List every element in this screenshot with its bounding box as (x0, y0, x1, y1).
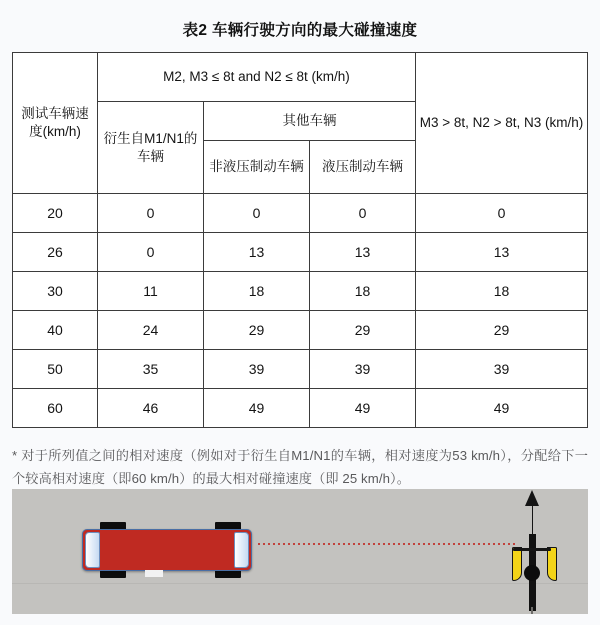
table-container (0, 52, 600, 428)
collision-path-dotted-line (258, 543, 516, 545)
header-group-m2-m3-n2: M2, M3 ≤ 8t and N2 ≤ 8t (km/h) (98, 53, 416, 102)
header-derived-m1-n1: 衍生自M1/N1的车辆 (98, 102, 204, 194)
table-header (13, 53, 588, 194)
license-plate (145, 570, 163, 577)
header-test-vehicle-speed: 测试车辆速度(km/h) (13, 53, 98, 194)
header-non-hydraulic-braking: 非液压制动车辆 (204, 141, 310, 194)
cell-hydraulic: 0 (310, 194, 416, 233)
table-row (13, 233, 588, 272)
cell-non-hydraulic: 29 (204, 311, 310, 350)
cell-heavy: 13 (416, 233, 588, 272)
motorcycle-top-view (507, 489, 587, 614)
rear-window (85, 532, 100, 568)
cell-derived: 0 (98, 233, 204, 272)
cell-derived: 46 (98, 389, 204, 428)
table-row (13, 389, 588, 428)
motorcycle-handlebar (513, 548, 551, 551)
table-row (13, 272, 588, 311)
front-windshield (234, 532, 249, 568)
motorcycle-left-fairing (512, 547, 522, 581)
max-impact-speed-table (12, 52, 588, 428)
cell-hydraulic: 18 (310, 272, 416, 311)
cell-heavy: 29 (416, 311, 588, 350)
cell-heavy: 0 (416, 194, 588, 233)
cell-non-hydraulic: 0 (204, 194, 310, 233)
cell-heavy: 39 (416, 350, 588, 389)
cell-test-speed: 26 (13, 233, 98, 272)
cell-test-speed: 30 (13, 272, 98, 311)
cell-non-hydraulic: 49 (204, 389, 310, 428)
header-other-vehicles: 其他车辆 (204, 102, 416, 141)
table-body (13, 194, 588, 428)
cell-heavy: 18 (416, 272, 588, 311)
collision-scenario-illustration (12, 489, 588, 614)
header-group-m3-heavy: M3 > 8t, N2 > 8t, N3 (km/h) (416, 53, 588, 194)
motorcycle-right-fairing (547, 547, 557, 581)
cell-derived: 24 (98, 311, 204, 350)
cell-non-hydraulic: 39 (204, 350, 310, 389)
car-body (82, 529, 252, 571)
cell-test-speed: 60 (13, 389, 98, 428)
car-top-view (82, 529, 252, 571)
table-row (13, 194, 588, 233)
rider-helmet (524, 565, 540, 581)
cell-derived: 0 (98, 194, 204, 233)
cell-hydraulic: 39 (310, 350, 416, 389)
cell-test-speed: 20 (13, 194, 98, 233)
header-row-1 (13, 53, 588, 102)
page-title: 表2 车辆行驶方向的最大碰撞速度 (182, 22, 418, 39)
table-row (13, 311, 588, 350)
table-footnote: * 对于所列值之间的相对速度（例如对于衍生自M1/N1的车辆，相对速度为53 km/h），分配给下一个较高相对速度（即60 km/h）的最大相对碰撞速度（即 25 km/h）。 (12, 448, 588, 487)
cell-heavy: 49 (416, 389, 588, 428)
cell-derived: 35 (98, 350, 204, 389)
motorcycle-tail-line (531, 607, 533, 614)
cell-hydraulic: 49 (310, 389, 416, 428)
road-edge-line (12, 583, 588, 584)
cell-derived: 11 (98, 272, 204, 311)
header-hydraulic-braking: 液压制动车辆 (310, 141, 416, 194)
cell-non-hydraulic: 13 (204, 233, 310, 272)
table-row (13, 350, 588, 389)
cell-hydraulic: 29 (310, 311, 416, 350)
cell-test-speed: 40 (13, 311, 98, 350)
cell-non-hydraulic: 18 (204, 272, 310, 311)
cell-test-speed: 50 (13, 350, 98, 389)
cell-hydraulic: 13 (310, 233, 416, 272)
